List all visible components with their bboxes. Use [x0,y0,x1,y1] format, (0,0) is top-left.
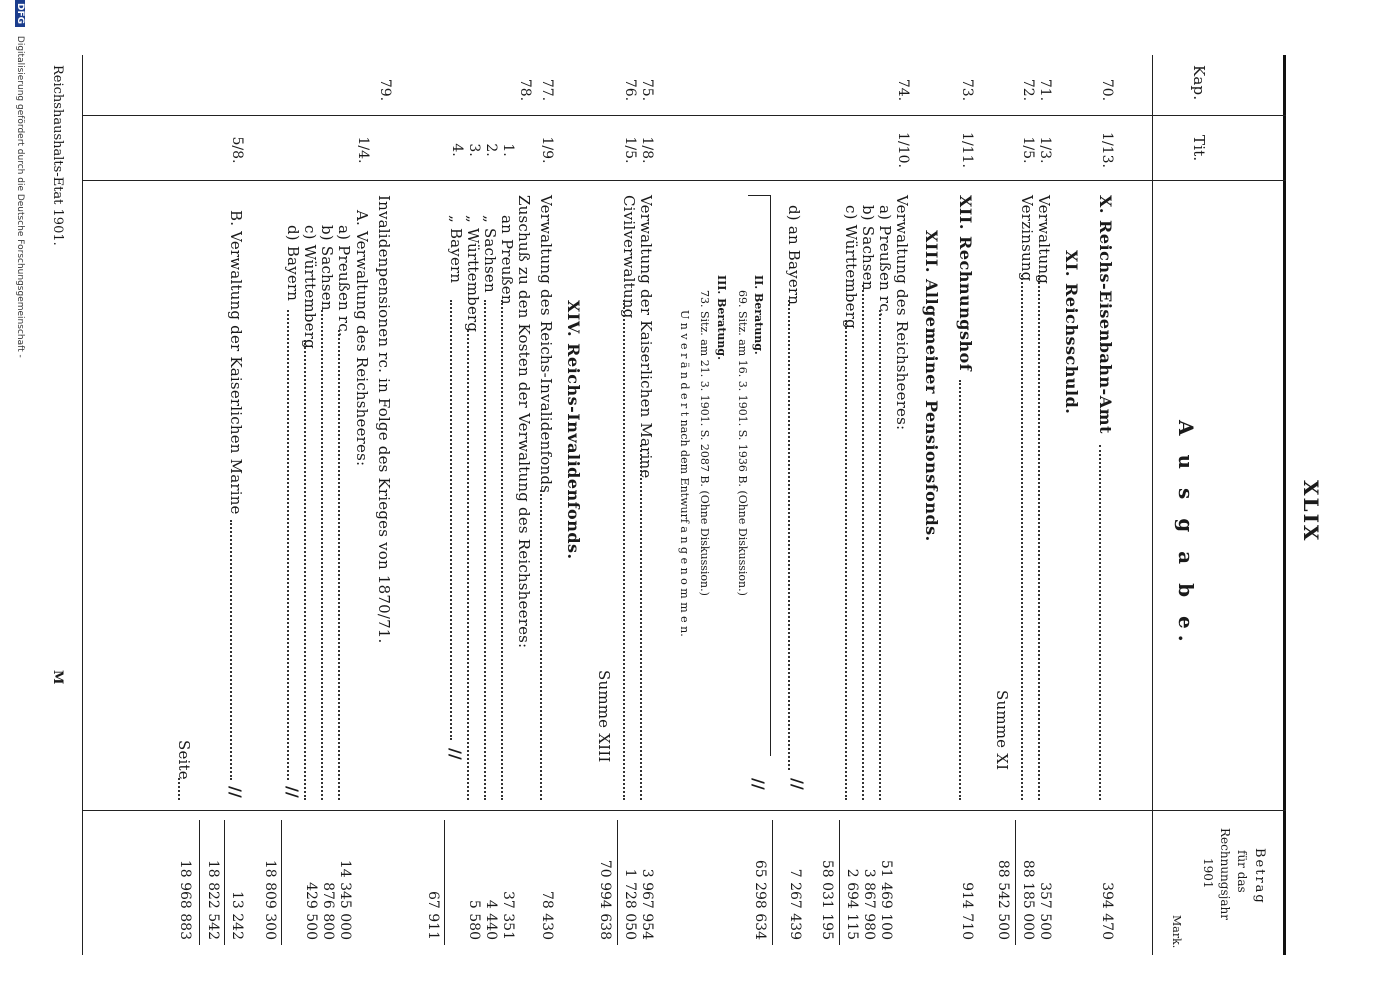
leader-79Ad [287,310,289,780]
amount-73: 914 710 [959,882,975,940]
rule-79Atotal [281,820,282,945]
kap-72: 72. [1020,78,1036,102]
dfg-logo: DFG [15,0,25,27]
amount-74d: 7 267 439 [787,868,803,940]
leader-78-2 [484,300,486,800]
tit-70: 1/13. [1099,132,1115,168]
slash-notes: // [749,778,768,790]
kap-76: 76. [622,78,638,102]
amount-79B: 13 242 [229,891,245,940]
kap-75: 75. [639,78,655,102]
leader-78-4 [450,300,452,740]
section-xii-title: XII. Rechnungshof [956,195,975,372]
note-line-3: III. Beratung. [715,275,728,360]
tit-73: 1/11. [959,132,975,168]
leader-74b [862,285,864,800]
kap-78: 78. [517,78,533,102]
tit-76: 1/5. [622,136,638,164]
leader-74c [845,320,847,800]
label-78-4: „ Bayern [447,215,465,284]
tit-71: 1/3. [1037,136,1053,164]
kap-73: 73. [959,78,975,102]
rule-xi [1015,820,1016,945]
tit-72: 1/5. [1020,136,1036,164]
header-section: A u s g a b e. [1174,420,1198,648]
label-78-3: „ Württemberg [464,215,482,333]
table-bottom-border [82,55,83,955]
leader-77 [540,490,542,800]
amount-70: 394 470 [1099,882,1115,940]
tit-77: 1/9. [539,136,555,164]
label-78: Zuschuß zu den Kosten der Verwaltung des Reichsheeres: [515,195,533,649]
slash-79A: // [283,786,302,798]
amount-79Atotal: 18 809 300 [262,859,278,940]
leader-74d [788,300,790,770]
note-line-5: U n v e r ä n d e r t nach dem Entwurf a n g e n o m m e n. [678,310,691,637]
rule-74total [772,820,773,945]
slash-79B: // [226,786,245,798]
rule-78total [444,820,445,945]
header-bottom-border [1152,55,1153,955]
leader-75 [640,445,642,800]
leader-70 [1099,445,1101,800]
header-amount-2: für das [1235,850,1249,893]
leader-71 [1038,275,1040,800]
table-top-border [1283,55,1286,955]
leader-74a [879,310,881,800]
header-amount-3: Rechnungsjahr [1218,828,1232,920]
header-kap: Kap. [1190,65,1208,101]
label-summe-xiii: Summe XIII [595,670,613,763]
leader-79Ac [304,340,306,800]
note-line-2: 69. Sitz. am 16. 3. 1901. S. 1936 B. (Ohne Diskussion.) [736,290,749,596]
kap-71: 71. [1037,78,1053,102]
header-amount-1: Betrag [1252,848,1267,905]
kap-77: 77. [539,78,555,102]
label-summe-xi: Summe XI [993,690,1011,771]
slash-78: // [446,748,465,760]
tit-78-3: 3. [466,143,482,157]
header-amount-4: 1901 [1201,858,1215,889]
leader-79Aa [338,330,340,800]
tit-78-1: 1. [500,143,516,157]
amount-72: 88 185 000 [1020,859,1036,940]
col-tit-divider [83,180,1286,181]
tit-75: 1/8. [639,136,655,164]
amount-78total: 67 911 [425,891,441,940]
label-79A: A. Verwaltung des Reichsheeres: [353,210,371,467]
amount-summe-xiii: 70 994 638 [597,859,613,940]
section-xiv-title: XIV. Reichs-Invalidenfonds. [564,300,583,560]
leader-79Ab [321,310,323,800]
label-79: Invalidenpensionen rc. in Folge des Krieges von 1870/71. [375,195,393,644]
amount-74sub: 58 031 195 [819,859,835,940]
note-line-4: 73. Sitz. am 21. 3. 1901. S. 2087 B. (Ohne Diskussion.) [698,290,711,596]
label-74c: c) Württemberg [842,205,860,329]
amount-summe-xi: 88 542 500 [995,859,1011,940]
col-kap-divider [83,115,1286,116]
label-79B: B. Verwaltung der Kaiserlichen Marine [227,210,245,515]
leader-seite [178,778,180,800]
amount-77: 78 430 [539,891,555,940]
tit-79B: 5/8. [229,136,245,164]
label-78-1: an Preußen [498,215,516,305]
amount-78-3: 5 580 [466,899,482,940]
amount-75: 3 967 954 [639,868,655,940]
digitisation-credit [15,0,25,1000]
label-79Aa: a) Preußen rc. [335,225,353,337]
label-77: Verwaltung des Reichs-Invalidenfonds [537,195,555,494]
section-xi-title: XI. Reichsschuld. [1062,250,1081,415]
tit-74: 1/10. [895,132,911,168]
header-amount-unit: Mark. [1170,915,1183,949]
amount-74b: 3 867 980 [861,868,877,940]
label-76: Civilverwaltung [620,195,638,319]
label-74b: b) Sachsen [859,205,877,291]
col-amount-divider [83,810,1286,811]
page-number: XLIX [1299,480,1323,543]
label-74: Verwaltung des Reichsheeres: [893,195,911,431]
label-72: Verzinsung [1018,195,1036,282]
amount-74c: 2 694 115 [844,868,860,940]
amount-seite: 18 968 883 [177,859,193,940]
tit-78-2: 2. [483,143,499,157]
amount-78-1: 37 351 [500,891,516,940]
label-79Ab: b) Sachsen [318,225,336,311]
amount-74total: 65 298 634 [752,859,768,940]
amount-74a: 51 469 100 [878,859,894,940]
section-x-title: X. Reichs-Eisenbahn-Amt [1096,195,1115,434]
label-74a: a) Preußen rc. [876,205,894,317]
note-line-1: II. Beratung. [752,275,765,355]
leader-73 [959,380,961,800]
rule-xiii [617,820,618,945]
footer-title: Reichshaushalts-Etat 1901. [50,65,65,246]
amount-76: 1 728 050 [622,868,638,940]
label-79Ac: c) Württemberg [301,225,319,349]
label-78-2: „ Sachsen [481,215,499,293]
amount-71: 357 500 [1037,882,1053,940]
label-seite: Seite [175,740,193,780]
leader-79B [230,520,232,780]
footer-signature: M [50,670,65,685]
amount-79total: 18 822 542 [205,859,221,940]
rule-74sub [839,820,840,945]
rule-79total [224,820,225,945]
leader-72 [1021,275,1023,800]
label-75: Verwaltung der Kaiserlichen Marine [637,195,655,479]
leader-76 [623,300,625,800]
slash-74d: // [788,778,807,790]
amount-79Ac: 429 500 [303,882,319,940]
leader-78-3 [467,330,469,800]
label-74d: d) an Bayern [785,205,803,306]
leader-78-1 [501,300,503,800]
label-79Ad: d) Bayern [284,225,302,302]
kap-74: 74. [895,78,911,102]
label-71: Verwaltung [1035,195,1053,285]
amount-78-2: 4 440 [483,899,499,940]
rule-seite [199,820,200,945]
tit-78-4: 4. [449,143,465,157]
amount-79Ab: 876 800 [320,882,336,940]
credit-text: Digitalisierung gefördert durch die Deutsche Forschungsgemeinschaft - [15,35,25,358]
kap-79: 79. [377,78,393,102]
tit-79A: 1/4. [355,136,371,164]
amount-79Aa: 14 345 000 [337,859,353,940]
kap-70: 70. [1099,78,1115,102]
header-tit: Tit. [1190,135,1208,162]
section-xiii-title: XIII. Allgemeiner Pensionsfonds. [922,230,941,542]
